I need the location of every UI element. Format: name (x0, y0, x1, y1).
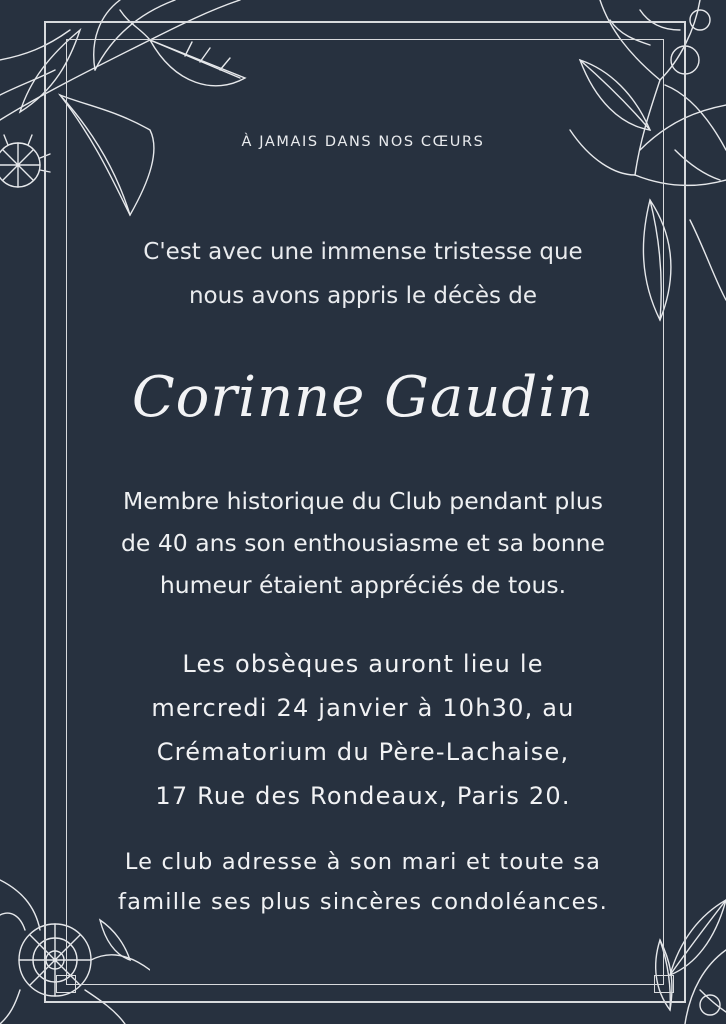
frame-corner-notch-bottom-right (654, 975, 674, 993)
intro-line: nous avons appris le décès de (188, 283, 538, 309)
tagline: À JAMAIS DANS NOS CŒURS (241, 134, 485, 150)
member-line: Membre historique du Club pendant plus (122, 487, 604, 515)
intro-text (0, 230, 726, 318)
funeral-line: 17 Rue des Rondeaux, Paris 20. (155, 782, 571, 810)
condolences-line: famille ses plus sincères condoléances. (118, 889, 608, 915)
deceased-name: Corinne Gaudin (131, 365, 595, 430)
condolences-text (0, 842, 726, 922)
member-line: de 40 ans son enthousiasme et sa bonne (121, 529, 605, 557)
funeral-line: Les obsèques auront lieu le (182, 650, 544, 678)
funeral-line: mercredi 24 janvier à 10h30, au (151, 694, 575, 722)
frame-corner-notch-bottom-left (56, 975, 76, 993)
funeral-line: Crématorium du Père-Lachaise, (156, 738, 570, 766)
member-tribute-text (0, 480, 726, 606)
funeral-details-text (0, 642, 726, 818)
intro-line: C'est avec une immense tristesse que (143, 239, 583, 265)
condolences-line: Le club adresse à son mari et toute sa (124, 849, 602, 875)
member-line: humeur étaient appréciés de tous. (159, 571, 567, 599)
